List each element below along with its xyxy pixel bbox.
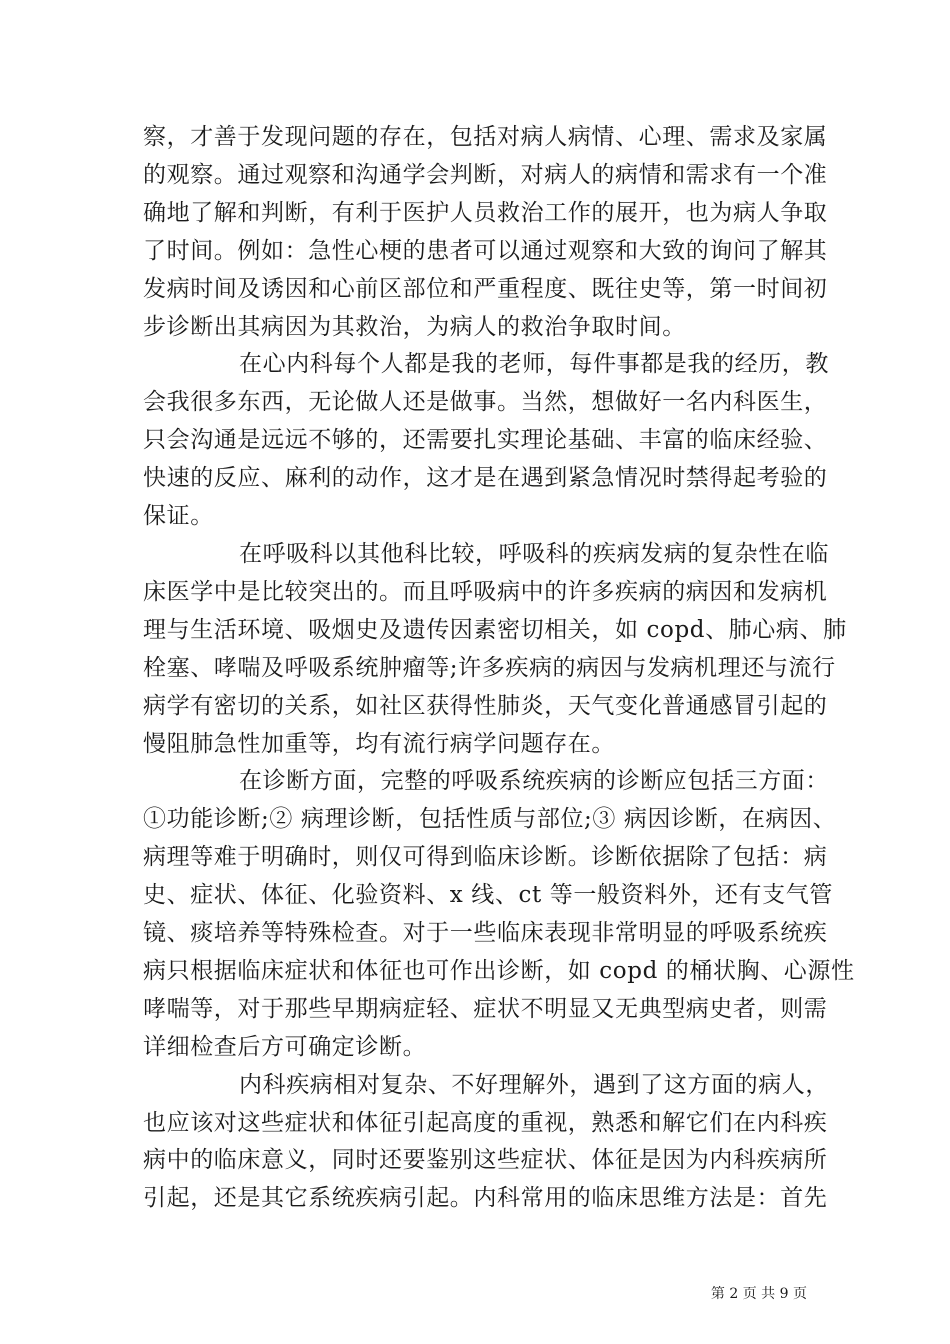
text-line: 病只根据临床症状和体征也可作出诊断，如 copd 的桶状胸、心源性: [143, 957, 855, 984]
paragraph-observation: [143, 119, 828, 346]
text-line: 的观察。通过观察和沟通学会判断，对病人的病情和需求有一个准: [143, 161, 828, 188]
paragraph-internal-medicine: [143, 1067, 829, 1219]
text-line: 详细检查后方可确定诊断。: [143, 1033, 427, 1060]
text-line: 史、症状、体征、化验资料、x 线、ct 等一般资料外，还有支气管: [143, 882, 833, 909]
text-line: 确地了解和判断，有利于医护人员救治工作的展开，也为病人争取: [143, 199, 828, 226]
text-line: 在心内科每个人都是我的老师，每件事都是我的经历，教: [239, 351, 829, 378]
text-line: 快速的反应、麻利的动作，这才是在遇到紧急情况时禁得起考验的: [143, 465, 828, 492]
paragraph-respiratory: [143, 536, 847, 763]
paragraph-cardiology: [143, 346, 829, 536]
text-line: 引起，还是其它系统疾病引起。内科常用的临床思维方法是：首先: [143, 1185, 828, 1212]
text-line: 发病时间及诱因和心前区部位和严重程度、既往史等，第一时间初: [143, 275, 828, 302]
page-number-footer: 第 2 页 共 9 页: [710, 1286, 807, 1302]
text-line: ①功能诊断;② 病理诊断，包括性质与部位;③ 病因诊断，在病因、: [143, 806, 837, 833]
text-line: 理与生活环境、吸烟史及遗传因素密切相关，如 copd、肺心病、肺: [143, 616, 847, 643]
text-line: 病学有密切的关系，如社区获得性肺炎，天气变化普通感冒引起的: [143, 692, 828, 719]
text-line: 在诊断方面，完整的呼吸系统疾病的诊断应包括三方面：: [239, 768, 829, 795]
text-line: 保证。: [143, 503, 214, 530]
text-line: 慢阻肺急性加重等，均有流行病学问题存在。: [143, 730, 615, 757]
text-line: 内科疾病相对复杂、不好理解外，遇到了这方面的病人，: [239, 1071, 829, 1098]
text-line: 在呼吸科以其他科比较，呼吸科的疾病发病的复杂性在临: [239, 540, 829, 567]
text-line: 了时间。例如：急性心梗的患者可以通过观察和大致的询问了解其: [143, 237, 828, 264]
text-line: 只会沟通是远远不够的，还需要扎实理论基础、丰富的临床经验、: [143, 427, 828, 454]
text-line: 病中的临床意义，同时还要鉴别这些症状、体征是因为内科疾病所: [143, 1147, 828, 1174]
text-line: 也应该对这些症状和体征引起高度的重视，熟悉和解它们在内科疾: [143, 1109, 828, 1136]
text-line: 床医学中是比较突出的。而且呼吸病中的许多疾病的病因和发病机: [143, 578, 828, 605]
text-line: 病理等难于明确时，则仅可得到临床诊断。诊断依据除了包括：病: [143, 844, 828, 871]
text-line: 步诊断出其病因为其救治，为病人的救治争取时间。: [143, 313, 686, 340]
text-line: 栓塞、哮喘及呼吸系统肿瘤等;许多疾病的病因与发病机理还与流行: [143, 654, 836, 681]
paragraph-diagnosis: [143, 763, 855, 1066]
document-page: [143, 119, 855, 1218]
text-line: 镜、痰培养等特殊检查。对于一些临床表现非常明显的呼吸系统疾: [143, 920, 828, 947]
text-line: 哮喘等，对于那些早期病症轻、症状不明显又无典型病史者，则需: [143, 995, 828, 1022]
text-line: 察，才善于发现问题的存在，包括对病人病情、心理、需求及家属: [143, 124, 828, 150]
text-line: 会我很多东西，无论做人还是做事。当然，想做好一名内科医生，: [143, 389, 828, 416]
